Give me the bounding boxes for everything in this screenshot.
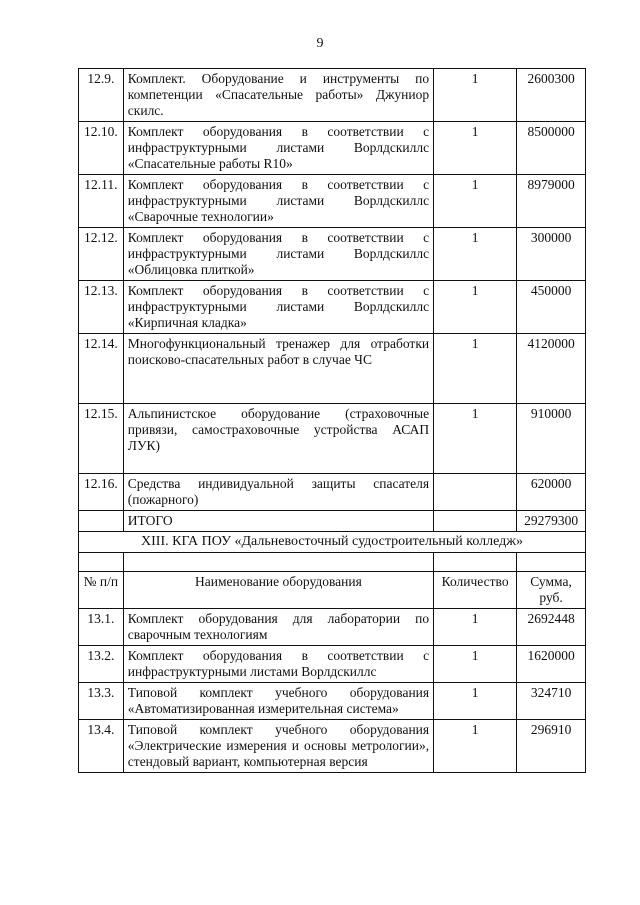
row-name: Комплект оборудования для лаборатории по сварочным технологиям: [123, 609, 433, 646]
table-row: [79, 175, 586, 228]
section-12-rows: [79, 69, 586, 511]
row-quantity: 1: [434, 69, 517, 122]
page-number: 9: [316, 36, 324, 51]
total-row: [79, 511, 586, 532]
row-sum: 296910: [517, 720, 586, 773]
header-num: № п/п: [79, 572, 124, 609]
table-row: [79, 69, 586, 122]
row-quantity: 1: [434, 228, 517, 281]
row-name: Комплект оборудования в соответствии с инфраструктурными листами Ворлдскиллс: [123, 646, 433, 683]
section-13-title-row: [79, 532, 586, 553]
header-sum: Сумма, руб.: [517, 572, 586, 609]
section-13-title: XIII. КГА ПОУ «Дальневосточный судостроительный колледж»: [79, 532, 586, 553]
row-sum: 324710: [517, 683, 586, 720]
total-label: ИТОГО: [123, 511, 433, 532]
table-row: [79, 122, 586, 175]
section-13-rows: [79, 609, 586, 773]
row-quantity: 1: [434, 175, 517, 228]
row-sum: 910000: [517, 404, 586, 474]
row-name: Комплект оборудования в соответствии с инфраструктурными листами Ворлдскиллс «Облицовка плиткой»: [123, 228, 433, 281]
table-row: [79, 720, 586, 773]
table-row: [79, 683, 586, 720]
row-quantity: 1: [434, 334, 517, 404]
total-sum: 29279300: [517, 511, 586, 532]
table-row: [79, 228, 586, 281]
row-name: Комплект оборудования в соответствии с инфраструктурными листами Ворлдскиллс «Кирпичная кладка»: [123, 281, 433, 334]
row-number: 13.4.: [79, 720, 124, 773]
row-sum: 300000: [517, 228, 586, 281]
row-sum: 2600300: [517, 69, 586, 122]
row-number: 12.15.: [79, 404, 124, 474]
row-sum: 8500000: [517, 122, 586, 175]
header-name: Наименование оборудования: [123, 572, 433, 609]
row-name: Типовой комплект учебного оборудования «Электрические измерения и основы метрологии», стендовый вариант, компьютерная версия: [123, 720, 433, 773]
row-name: Многофункциональный тренажер для отработки поисково-спасательных работ в случае ЧС: [123, 334, 433, 404]
row-sum: 4120000: [517, 334, 586, 404]
row-number: 12.11.: [79, 175, 124, 228]
row-sum: 1620000: [517, 646, 586, 683]
table-row: [79, 334, 586, 404]
row-quantity: 1: [434, 720, 517, 773]
row-number: 13.2.: [79, 646, 124, 683]
row-name: Комплект. Оборудование и инструменты по компетенции «Спасательные работы» Джуниор скилс.: [123, 69, 433, 122]
row-quantity: 1: [434, 609, 517, 646]
row-quantity: [434, 474, 517, 511]
row-number: 12.12.: [79, 228, 124, 281]
column-header-row: [79, 572, 586, 609]
row-sum: 8979000: [517, 175, 586, 228]
table-row: [79, 404, 586, 474]
row-number: 12.9.: [79, 69, 124, 122]
table-row: [79, 281, 586, 334]
total-qty: [434, 511, 517, 532]
row-name: Типовой комплект учебного оборудования «Автоматизированная измерительная система»: [123, 683, 433, 720]
table-row: [79, 609, 586, 646]
total-num: [79, 511, 124, 532]
row-name: Альпинистское оборудование (страховочные привязи, самостраховочные устройства АСАП ЛУК): [123, 404, 433, 474]
row-number: 12.16.: [79, 474, 124, 511]
row-name: Средства индивидуальной защиты спасателя (пожарного): [123, 474, 433, 511]
row-quantity: 1: [434, 404, 517, 474]
row-sum: 620000: [517, 474, 586, 511]
row-number: 13.1.: [79, 609, 124, 646]
spacer-row: [79, 553, 586, 572]
row-quantity: 1: [434, 683, 517, 720]
row-sum: 450000: [517, 281, 586, 334]
row-number: 12.13.: [79, 281, 124, 334]
row-quantity: 1: [434, 646, 517, 683]
equipment-table: [78, 68, 586, 773]
row-sum: 2692448: [517, 609, 586, 646]
row-name: Комплект оборудования в соответствии с инфраструктурными листами Ворлдскиллс «Сварочные технологии»: [123, 175, 433, 228]
row-quantity: 1: [434, 281, 517, 334]
row-number: 12.14.: [79, 334, 124, 404]
table-row: [79, 474, 586, 511]
row-number: 13.3.: [79, 683, 124, 720]
row-number: 12.10.: [79, 122, 124, 175]
row-quantity: 1: [434, 122, 517, 175]
row-name: Комплект оборудования в соответствии с инфраструктурными листами Ворлдскиллс «Спасательные работы R10»: [123, 122, 433, 175]
table-row: [79, 646, 586, 683]
header-qty: Количество: [434, 572, 517, 609]
